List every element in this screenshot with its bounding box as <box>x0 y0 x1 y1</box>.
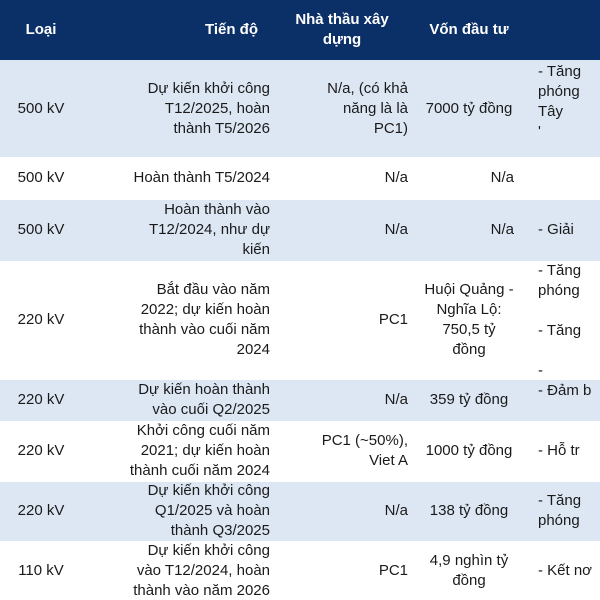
cell-contractor: N/a <box>384 391 408 408</box>
cell-type: 110 kV <box>18 561 64 579</box>
cell-notes: - Hỗ tr <box>538 442 580 459</box>
header-capital: Vốn đầu tư <box>429 21 509 38</box>
cell-progress: Bắt đầu vào năm 2022; dự kiến hoàn thành vào cuối năm 2024 <box>139 281 270 358</box>
cell-capital: 138 tỷ đồng <box>429 502 509 519</box>
cell-capital: Huội Quảng - Nghĩa Lộ: 750,5 tỷ đồng <box>424 281 514 358</box>
cell-capital: 1000 tỷ đồng <box>425 442 513 459</box>
cell-contractor: PC1 (~50%), Viet A <box>321 432 408 469</box>
table-header <box>0 0 600 60</box>
row-divider <box>0 481 600 482</box>
cell-notes: - Giải <box>538 221 574 238</box>
cell-capital: 359 tỷ đồng <box>429 391 509 408</box>
cell-type: 220 kV <box>17 391 65 408</box>
cell-capital: 4,9 nghìn tỷ đồng <box>429 551 509 589</box>
cell-contractor: N/a <box>384 502 408 519</box>
cell-progress: Dự kiến khởi công vào T12/2024, hoàn thành vào năm 2026 <box>133 541 270 599</box>
table-row <box>0 60 600 157</box>
cell-type: 500 kV <box>17 221 65 238</box>
cell-notes <box>538 157 600 199</box>
table-row <box>0 379 600 421</box>
header-contractor: Nhà thầu xây dựng <box>295 11 389 48</box>
cell-type: 220 kV <box>17 311 65 328</box>
table-row <box>0 481 600 541</box>
cell-notes: - Tăng phóng Tây ' <box>538 63 582 140</box>
cell-progress: Hoàn thành vào T12/2024, như dự kiến <box>149 201 270 258</box>
cell-notes: - Kết nơ <box>538 561 593 579</box>
cell-type: 500 kV <box>17 169 65 186</box>
cell-capital: N/a <box>490 169 514 186</box>
cell-contractor: PC1 <box>378 561 408 579</box>
cell-capital: 7000 tỷ đồng <box>425 99 513 117</box>
row-divider <box>0 261 600 262</box>
cell-contractor: N/a, (có khả năng là là PC1) <box>327 79 408 137</box>
cell-type: 220 kV <box>17 442 65 459</box>
cell-contractor: N/a <box>384 221 408 238</box>
table-row <box>0 541 600 600</box>
row-divider <box>0 199 600 200</box>
row-divider <box>0 379 600 380</box>
cell-notes: - Đảm b <box>538 382 592 399</box>
table-row <box>0 421 600 481</box>
cell-capital: N/a <box>490 221 514 238</box>
cell-progress: Dự kiến hoàn thành vào cuối Q2/2025 <box>138 381 270 418</box>
cell-progress: Dự kiến khởi công T12/2025, hoàn thành T5/2026 <box>147 79 270 137</box>
cell-notes: - Tăng phóng - Tăng - <box>538 262 582 379</box>
row-divider <box>0 157 600 158</box>
cell-contractor: N/a <box>384 169 408 186</box>
cell-notes: - Tăng phóng <box>538 492 582 529</box>
header-notes <box>538 0 600 60</box>
cell-contractor: PC1 <box>378 311 408 328</box>
cell-type: 220 kV <box>17 502 65 519</box>
row-divider <box>0 541 600 542</box>
cell-progress: Hoàn thành T5/2024 <box>133 169 270 186</box>
header-progress: Tiến độ <box>204 21 258 38</box>
cell-progress: Khởi công cuối năm 2021; dự kiến hoàn thành cuối năm 2024 <box>129 422 270 479</box>
row-divider <box>0 421 600 422</box>
table-row <box>0 157 600 199</box>
table-row <box>0 199 600 261</box>
header-type: Loại <box>25 21 57 38</box>
table-row <box>0 261 600 379</box>
cell-progress: Dự kiến khởi công Q1/2025 và hoàn thành Q3/2025 <box>147 482 270 539</box>
cell-type: 500 kV <box>17 99 65 117</box>
